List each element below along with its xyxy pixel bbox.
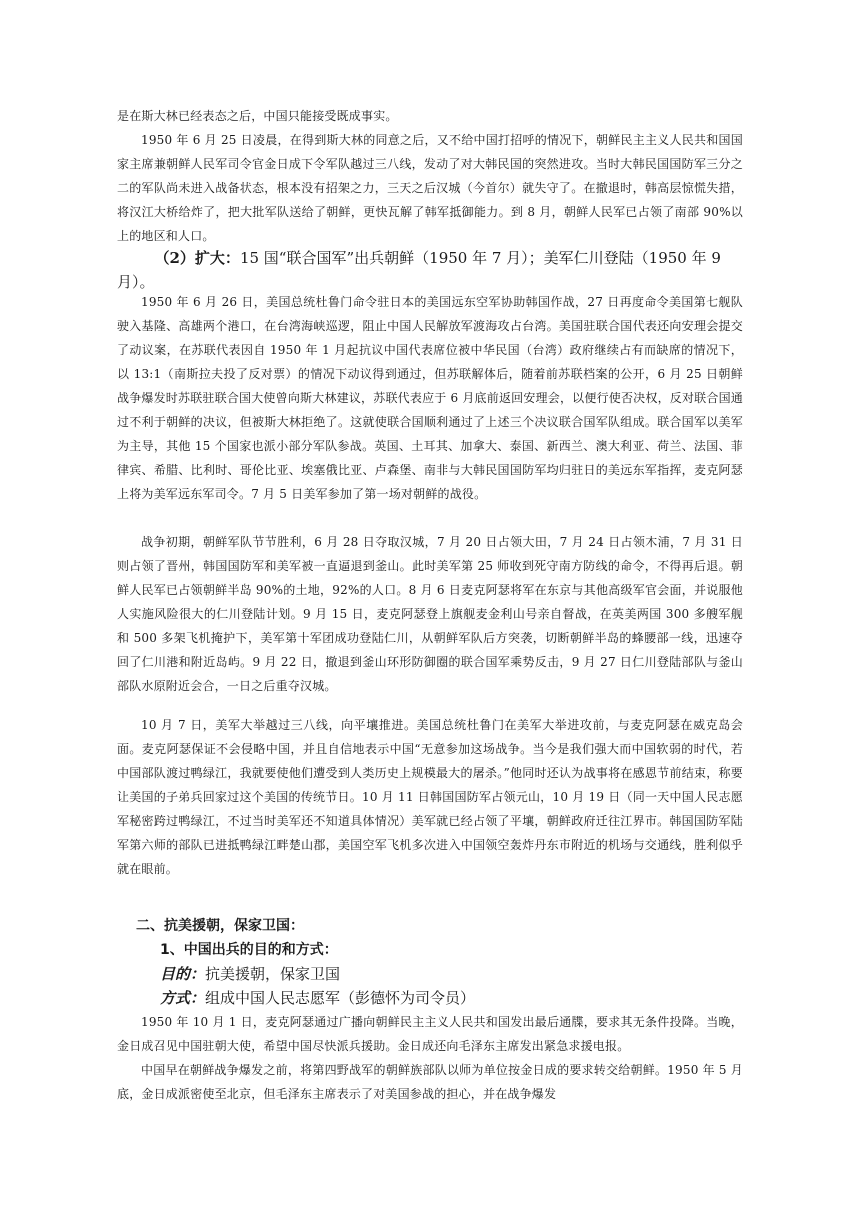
subheading-expansion-prefix: （2）扩大： bbox=[154, 249, 240, 267]
paragraph-june-25-invasion: 1950 年 6 月 25 日凌晨，在得到斯大林的同意之后，又不给中国打招呼的情况下，朝鲜民主主义人民共和国国家主席兼朝鲜人民军司令官金日成下令军队越过三八线，发动了对大韩民国的突然进攻。当时大韩民国国防军三分之二的军队尚未进入战备状态，根本没有招架之力，三天之后汉城（今首尔）就失守了。在撤退时，韩高层惊慌失措，将汉江大桥给炸了，把大批军队送给了朝鲜，更快瓦解了韩军抵御能力。到 8 月，朝鲜人民军已占领了南部 90%以上的地区和人口。 bbox=[117, 133, 743, 243]
subsection-heading-purpose-method: 1、中国出兵的目的和方式： bbox=[160, 942, 338, 958]
purpose-text: 抗美援朝，保家卫国 bbox=[205, 965, 341, 983]
paragraph-continuation: 是在斯大林已经表态之后，中国只能接受既成事实。 bbox=[117, 109, 398, 123]
paragraph-october-7: 10 月 7 日，美军大举越过三八线，向平壤推进。美国总统杜鲁门在美军大举进攻前，与麦克阿瑟在威克岛会面。麦克阿瑟保证不会侵略中国，并且自信地表示中国“无意参加这场战争。当今是我们强大而中国软弱的时代，若中国部队渡过鸭绿江，我就要使他们遭受到人类历史上规模最大的屠杀。”他同时还认为战事将在感恩节前结束，称要让美国的子弟兵回家过这个美国的传统节日。10 月 11 日韩国国防军占领元山，10 月 19 日（同一天中国人民志愿军秘密跨过鸭绿江，不过当时美军还不知道具体情况）美军就已经占领了平壤，朝鲜政府迁往江界市。韩国国防军陆军第六师的部队已进抵鸭绿江畔楚山郡，美国空军飞机多次进入中国领空轰炸丹东市附近的机场与交通线，胜利似乎就在眼前。 bbox=[117, 718, 743, 876]
paragraph-early-war: 战争初期，朝鲜军队节节胜利，6 月 28 日夺取汉城，7 月 20 日占领大田，7 月 24 日占领木浦，7 月 31 日则占领了晋州，韩国国防军和美军被一直逼退到釜山。此时美军第 25 师收到死守南方防线的命令，不得再后退。朝鲜人民军已占领朝鲜半岛 90%的土地，92%的人口。8 月 6 日麦克阿瑟将军在东京与其他高级军官会面，并说服他人实施风险很大的仁川登陆计划。9 月 15 日，麦克阿瑟登上旗舰麦金利山号亲自督战，在英美两国 300 多艘军舰和 500 多架飞机掩护下，美军第十军团成功登陆仁川，从朝鲜军队后方突袭，切断朝鲜半岛的蜂腰部一线，迅速夺回了仁川港和附近岛屿。9 月 22 日，撤退到釜山环形防御圈的联合国军乘势反击，9 月 27 日仁川登陆部队与釜山部队水原附近会合，一日之后重夺汉城。 bbox=[117, 535, 743, 693]
purpose-line bbox=[160, 962, 340, 986]
purpose-label: 目的： bbox=[160, 965, 206, 983]
paragraph-june-26-un: 1950 年 6 月 26 日，美国总统杜鲁门命令驻日本的美国远东空军协助韩国作战，27 日再度命令美国第七舰队驶入基隆、高雄两个港口，在台湾海峡巡逻，阻止中国人民解放军渡海攻占台湾。美国驻联合国代表还向安理会提交了动议案，在苏联代表因自 1950 年 1 月起抗议中国代表席位被中华民国（台湾）政府继续占有而缺席的情况下，以 13:1（南斯拉夫投了反对票）的情况下动议得到通过，但苏联解体后，随着前苏联档案的公开，6 月 25 日朝鲜战争爆发时苏联驻联合国大使曾向斯大林建议，苏联代表应于 6 月底前返回安理会，以便行使否决权，反对联合国通过不利于朝鲜的决议，但被斯大林拒绝了。这就使联合国顺利通过了上述三个决议联合国军队组成。联合国军以美军为主导，其他 15 个国家也派小部分军队参战。英国、土耳其、加拿大、泰国、新西兰、澳大利亚、荷兰、法国、菲律宾、希腊、比利时、哥伦比亚、埃塞俄比亚、卢森堡、南非与大韩民国国防军均归驻日的美远东军指挥，麦克阿瑟上将为美军远东军司令。7 月 5 日美军参加了第一场对朝鲜的战役。 bbox=[117, 295, 743, 501]
paragraph-china-early-transfer: 中国早在朝鲜战争爆发之前，将第四野战军的朝鲜族部队以师为单位按金日成的要求转交给朝鲜。1950 年 5 月底，金日成派密使至北京，但毛泽东主席表示了对美国参战的担心，并在战争爆发 bbox=[117, 1063, 743, 1101]
subheading-expansion bbox=[117, 246, 757, 294]
paragraph-october-1-ultimatum: 1950 年 10 月 1 日，麦克阿瑟通过广播向朝鲜民主主义人民共和国发出最后通牒，要求其无条件投降。当晚，金日成召见中国驻朝大使，希望中国尽快派兵援助。金日成还向毛泽东主席发出紧急求援电报。 bbox=[117, 1015, 743, 1053]
method-label: 方式： bbox=[160, 989, 206, 1007]
method-line bbox=[160, 986, 475, 1010]
section-heading-resist-us-aid-korea: 二、抗美援朝，保家卫国： bbox=[136, 918, 304, 934]
subheading-expansion-text: 15 国“联合国军”出兵朝鲜（1950 年 7 月）；美军仁川登陆（1950 年 9 月）。 bbox=[117, 249, 721, 291]
method-text: 组成中国人民志愿军（彭德怀为司令员） bbox=[205, 989, 476, 1007]
